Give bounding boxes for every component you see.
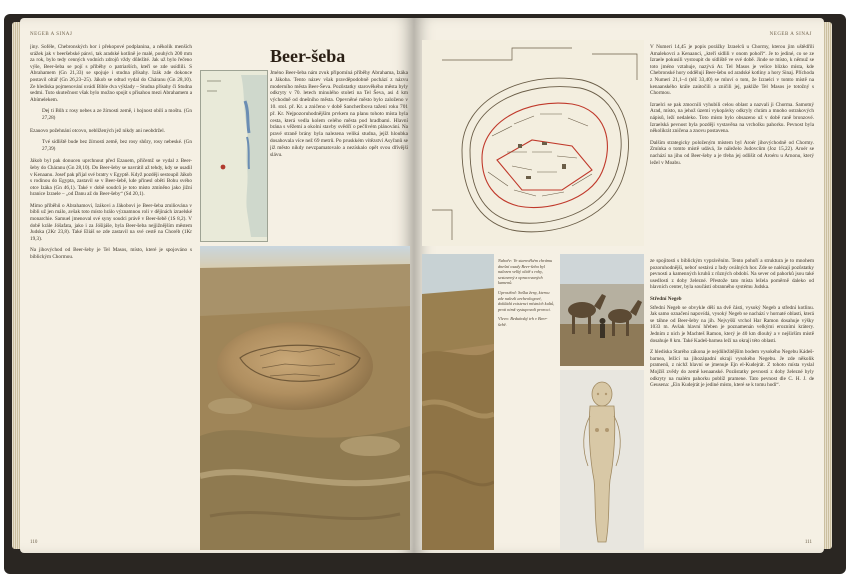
desert-photo-svg [422, 254, 494, 550]
left-column-paragraph-1: jiny. Soféle, Chebronských hor i překopové podplanina, a několik menších srážek jak v beeršebské pánvi, tak aradské kotlině je malé, pouhých 200 mm za rok, bylo tedy cenných vodních zdrojů vždy důležité. Jak už bylo řečeno výše, Beer-šeba se pojí s příběhy o patriarších, kteří se zde usídlili. S Abrahamem (Gn 21,33) se spojuje i studna přísahy. Izák zde dokonce postavil oltář (Gn 26,23–25). Jákob se odtud vydal do Cháranu (Gn 28,10). Ze hlediska pojmenování uvádí Bible dva výklady – Studna přísahy či Studna sedmi. Tuto skutečnost však bylo možno spojit s přísahou mezi Abrahamem a Abímelekem. [30, 44, 192, 103]
right-page-number: 111 [804, 540, 812, 545]
left-running-head: NEGEB A SINAJ [30, 32, 73, 37]
caption-figurine: Uprostřed: Soška ženy, kterou zde nalezli archeologové, dokládá existenci místních kultů, proti nimž vystupovali proroci. [498, 289, 555, 312]
right-page [414, 18, 824, 553]
aerial-photo-tel-sheva [200, 246, 410, 550]
right-column-paragraph-1: V Numeri 14,45 je popis porážky Izraelců u Chormy, kterou jim uštědřili Amalekovci a Kenaanci, „kteří sídlili v onom pohoří“. Je to jediné, co se ze Izraele pokusili vystoupit do sídliště ve své době. Jinde se místo, k němuž se toto jméno vztahuje, nazývá Ar. Tel Masos je velice blízko místa, kde Chebronské hory oddělují Beer-šebu od aradské kotliny a hory Sinaj. Příchoda z Numeri 21,1–4 (též 33,40) se mluví o tom, že Izraelci v tomto místě na kenaanského krále zaútočili a zničili jej, pakliže Tel Masos je totožný s Chormou. [650, 44, 814, 97]
camel-market-photo [560, 254, 644, 366]
right-column-top [650, 44, 814, 254]
figurine-svg [560, 370, 644, 550]
right-column-paragraph-5: Střední Negeb se obvykle dělí na dvě části, vysoký Negeb a střední kotlinu. Jak samo označení napovídá, vysoký Negeb se nachází v hornaté oblasti, která se táhne od Beer-šeby na jih. Nejvyšší vrchol Har Ramon dosahuje výšky 1033 m. Avšak hlavní hřeben je poznamenán velkými erozními krátery. Jedním z nich je Machteš Ramon, který je 40 km dlouhý a v nejširším místě dosahuje 8 km. Také Kadeš-barnea leží na okraji této oblasti. [650, 304, 814, 344]
left-page-number: 110 [30, 540, 38, 545]
site-plan-svg [422, 40, 644, 246]
right-column-paragraph-6: Z hlediska Starého zákona je nejdůležitějším bodem vysokého Negebu Kádeš-barnea, ležící na jihozápadní okraji vysokého Negebu. Je zde několik pramenů, z nichž hlavní se jmenuje Ejn el-Kudejrát. Z tohoto místa vyslal Mojžíš zvědy do země kenaanské. Pozůstatky pevnosti z doby železné byly odkryty na malém pahorku poblíž pramene. Tato pevnost dle C. H. J. de Geusena: „Ein Kudejrát je jediné místo, které se k tomu hodí“. [650, 349, 814, 389]
verse-quote-1: Dej ti Bůh z rosy nebes a ze žírnosti země, i hojnost obilí a moštu. (Gn 27,28) [42, 108, 192, 121]
figurine-photo [560, 370, 644, 550]
site-plan-diagram [422, 40, 644, 246]
verse-quote-2: Tvé sídliště bude bez žírnosti země, bez rosy shůry, rosy nebeské. (Gn 27,39) [42, 139, 192, 152]
right-column-paragraph-4: ze spojitosti s biblickým vyprávěním. Tento pohoří a struktura je to mnohem pozoruhodnější, neboť sestává z řady oválných hor. Zde se nalézají pozůstatky pevnosti a kamenných kruhů z různých období. Na sever od pahorků jsou také usedlosti z doby železné. Přestože tato místa ležela poměrně daleko od hlavních center, byla součástí obranného systému Judska. [650, 258, 814, 291]
article-title: Beer-šeba [270, 46, 346, 66]
desert-landscape-photo [422, 254, 494, 550]
caption-market: Vlevo: Beduínský trh v Beer-šebě. [498, 316, 548, 327]
inset-map-svg [201, 71, 267, 241]
right-running-head: NEGEB A SINAJ [769, 32, 812, 37]
right-column-bottom [650, 258, 814, 548]
left-column-paragraph-3: Jákob byl pak donucen uprchnout před Ezauem, přičemž se vydal z Beer-šeby do Cháranu (Gn 28,10). Do Beer-šeby se navrátil až tehdy, kdy se usadil v Kenaanu. Josef pak přijal své bratry v Egyptě. Když později sestoupil Jákob s rodinou do Egypta, zastavil se v Beer-šebě, kde přinesl oběti Bohu svého otce Izáka (Gn 46,1). Také v době soudců je toto místo zmíněno jako jižní hranice Izraele – „od Danu až do Beer-šeby“ (Sd 20,1). [30, 158, 192, 198]
left-column-paragraph-5: Na jihovýchod od Beer-šeby je Tel Masos, místo, které je spojováno s biblickým Chormou. [30, 247, 192, 261]
left-column-paragraph-2: Ezauovo požehnání otcovo, neblížených jež nikdy ani neobdržel. [30, 127, 165, 134]
article-intro-text: Jméno Beer-šeba nám zvuk připomíná příběhy Abrahama, Izáka a Jákoba. Tento název však pravděpodobně pochází z názvu moderního města Beer-Ševa. Pozůstatky starověkého města byly odkryty v 70. letech minulého století na Tel Ševa, asi 4 km východně od dnešního města. Opevněné město bylo založeno v 10. stol. př. Kr. a zničeno v době Sancheríbova tažení roku 701 př. Kr. Nejpozoruhodnějším prvkem na planu tohoto místa byla cesta, která vedla kolem celého města pod hradbami. Hlavní brána s věžemi a okolní stavby svědčí o pečlivém plánování. Na pravé straně brány byla nalezena veliká studna, jejíž hloubka dosahovala více než 69 metrů. Po pruskkém vítězství Asyřanů se již město nikdy nevzpamatovalo a nezískalo opět svou dřívější slávu. [270, 70, 408, 158]
left-page [20, 18, 414, 553]
caption-altar: Nahoře: Ve starověkém chrámu dnešní osady Beer-šeba byl nalezen velký oltář s rohy, sestavený z opracovaných kamenů. [498, 258, 553, 286]
captions-column [498, 258, 556, 548]
section-subheading: Střední Negeb [650, 295, 682, 302]
right-column-paragraph-3: Dalším strategicky položeným místem byl Aroér jihovýchodně od Chormy. Zmínka o tomto místě udává, že náleželo Judovcům (Joz 15,22). Aroér se nachází na jihu od Beer-šeby a je třeba jej odlišit od Aroéru u Arnonu, který ležel v Moabu. [650, 139, 814, 166]
left-column-paragraph-4: Mimo příběhů o Abrahamovi, Izákovi a Jákobovi je Beer-šeba zmiňována v bibli už jen málo, avšak toto místo hrálo významnou roli v dějinách izraelské monarchie. Samuel jmenoval své syny soudci právě v Beer-šebě (1S 8,2). V době krále Jóšafata, jako i za Jóšijáše, byla Beer-šeba nejjižnějším městem Judska (2Kr 23,8). Také Eliáš se zde zastavil na své cestě na Choréb (1Kr 19,3). [30, 202, 192, 242]
camel-photo-svg [560, 254, 644, 366]
left-narrow-column [30, 44, 192, 540]
right-column-paragraph-2: Izraelci se pak zmocnili vyhubili celou oblast a nazvali ji Chorma. Samotný Arad, místo, na jehož území vykopávky odkryly chrám a mnoho ostrakových nápisů, leží nedaleko. Toto místo bylo obsazeno už v době raně bronzové. Izraelská pevnost byla později vystavěna na vrcholku pahorku. Pevnost byla několikrát zničena a znovu postavena. [650, 101, 814, 135]
aerial-photo-svg [200, 246, 410, 550]
open-book [4, 6, 846, 577]
inset-location-map [200, 70, 268, 242]
